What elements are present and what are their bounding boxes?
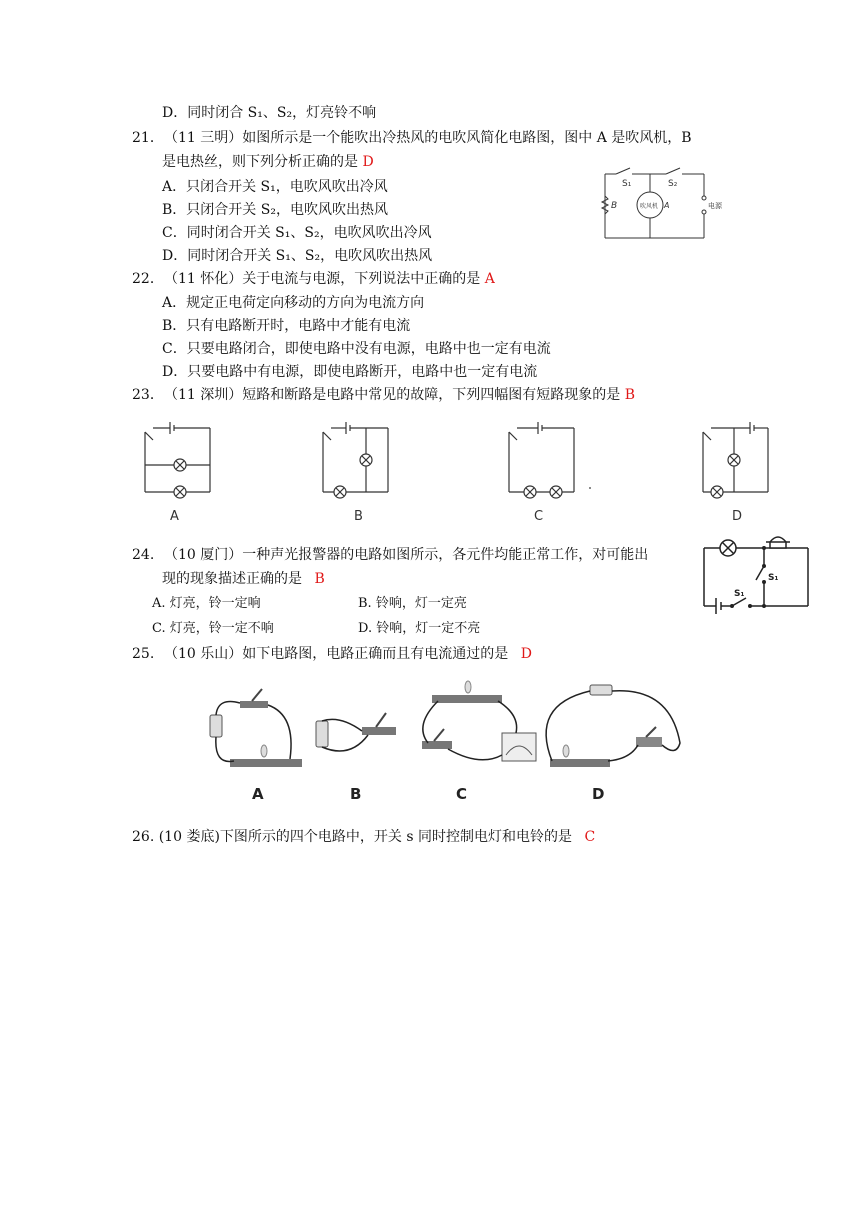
q25-label-a: A (252, 785, 264, 803)
q21-fig-b: B (611, 201, 618, 211)
q21-option-a: A．只闭合开关 S₁，电吹风吹出冷风 (162, 179, 388, 195)
q20-option-d: D．同时闭合 S₁、S₂，灯亮铃不响 (162, 105, 377, 121)
q21-fig-a: A (664, 201, 670, 210)
q21-hairdryer-circuit-diagram (600, 162, 720, 246)
q24-alarm-circuit-diagram (700, 534, 812, 610)
q22-option-b: B．只有电路断开时，电路中才能有电流 (162, 318, 411, 334)
q23-circuit-c (504, 420, 584, 525)
q25-circuit-d (546, 685, 680, 767)
q25-circuit-b (316, 713, 396, 751)
q22-option-d: D．只要电路中有电源，即使电路断开，电路中也一定有电流 (162, 364, 538, 380)
q23-number: 23． (132, 387, 164, 403)
q21-stem-line1: （11 三明）如图所示是一个能吹出冷热风的电吹风简化电路图，图中 A 是吹风机，B (164, 130, 692, 146)
q23-label-d: D (732, 509, 743, 524)
q25-circuit-c (422, 681, 536, 761)
q23-circuit-d (698, 420, 778, 525)
q21-stem-line2 (162, 153, 374, 171)
q25-number: 25. (132, 646, 155, 662)
q25-answer: D (520, 646, 532, 662)
q24-option-a: A. 灯亮，铃一定响 (152, 596, 261, 611)
q21-option-c: C．同时闭合开关 S₁、S₂，电吹风吹出冷风 (162, 225, 432, 241)
q22-answer: A (484, 271, 495, 287)
q21-fig-s1: S₁ (622, 179, 632, 189)
q25-circuit-a (210, 689, 302, 767)
q23-circuit-b (318, 420, 398, 525)
q23-circuit-a (140, 420, 220, 525)
q23-answer: B (624, 387, 636, 403)
q24-answer: B (314, 571, 325, 587)
q23-stem (164, 386, 635, 404)
q23-stem-text: （11 深圳）短路和断路是电路中常见的故障，下列四幅图有短路现象的是 (164, 387, 621, 403)
q21-option-b: B．只闭合开关 S₂，电吹风吹出热风 (162, 202, 388, 218)
q25-stem (164, 645, 532, 663)
q21-fig-s2: S₂ (668, 179, 678, 189)
q24-stem-text: 现的现象描述正确的是 (162, 571, 302, 587)
q25-label-d: D (592, 785, 605, 803)
q25-label-c: C (456, 785, 468, 803)
q21-stem-text: 是电热丝，则下列分析正确的是 (162, 154, 358, 170)
q21-fig-fan: 吹风机 (640, 203, 659, 210)
q22-option-a: A．规定正电荷定向移动的方向为电流方向 (162, 295, 425, 311)
q25-stem-text: （10 乐山）如下电路图，电路正确而且有电流通过的是 (164, 646, 509, 662)
q26-answer: C (584, 829, 596, 845)
q25-label-b: B (350, 785, 362, 803)
q26-stem-text: (10 娄底)下图所示的四个电路中，开关 s 同时控制电灯和电铃的是 (158, 829, 572, 845)
q22-option-c: C．只要电路闭合，即使电路中没有电源，电路中也一定有电流 (162, 341, 551, 357)
q26-stem (132, 828, 595, 846)
q24-stem-line1: （10 厦门）一种声光报警器的电路如图所示，各元件均能正常工作，对可能出 (164, 547, 649, 563)
q24-fig-s1-lower: S₁ (734, 589, 745, 599)
q23-label-a: A (170, 509, 179, 524)
q22-stem (164, 270, 495, 288)
q26-number: 26. (132, 829, 155, 845)
q23-label-b: B (354, 509, 363, 524)
q24-option-b: B. 铃响，灯一定亮 (358, 596, 467, 611)
q25-physical-circuits-figure (200, 675, 710, 805)
q21-option-d: D．同时闭合开关 S₁、S₂，电吹风吹出热风 (162, 248, 433, 264)
q23-label-c: C (534, 509, 544, 524)
q24-fig-s1-upper: S₁ (768, 573, 779, 583)
q21-fig-source: 电源 (708, 202, 722, 210)
q24-stem-line2 (162, 570, 325, 588)
q24-option-d: D. 铃响，灯一定不亮 (358, 621, 481, 636)
q24-number: 24. (132, 547, 155, 563)
q24-option-c: C. 灯亮，铃一定不响 (152, 621, 274, 636)
q21-answer: D (362, 154, 374, 170)
q22-number: 22． (132, 271, 164, 287)
q22-stem-text: （11 怀化）关于电流与电源，下列说法中正确的是 (164, 271, 481, 287)
q21-number: 21． (132, 130, 164, 146)
